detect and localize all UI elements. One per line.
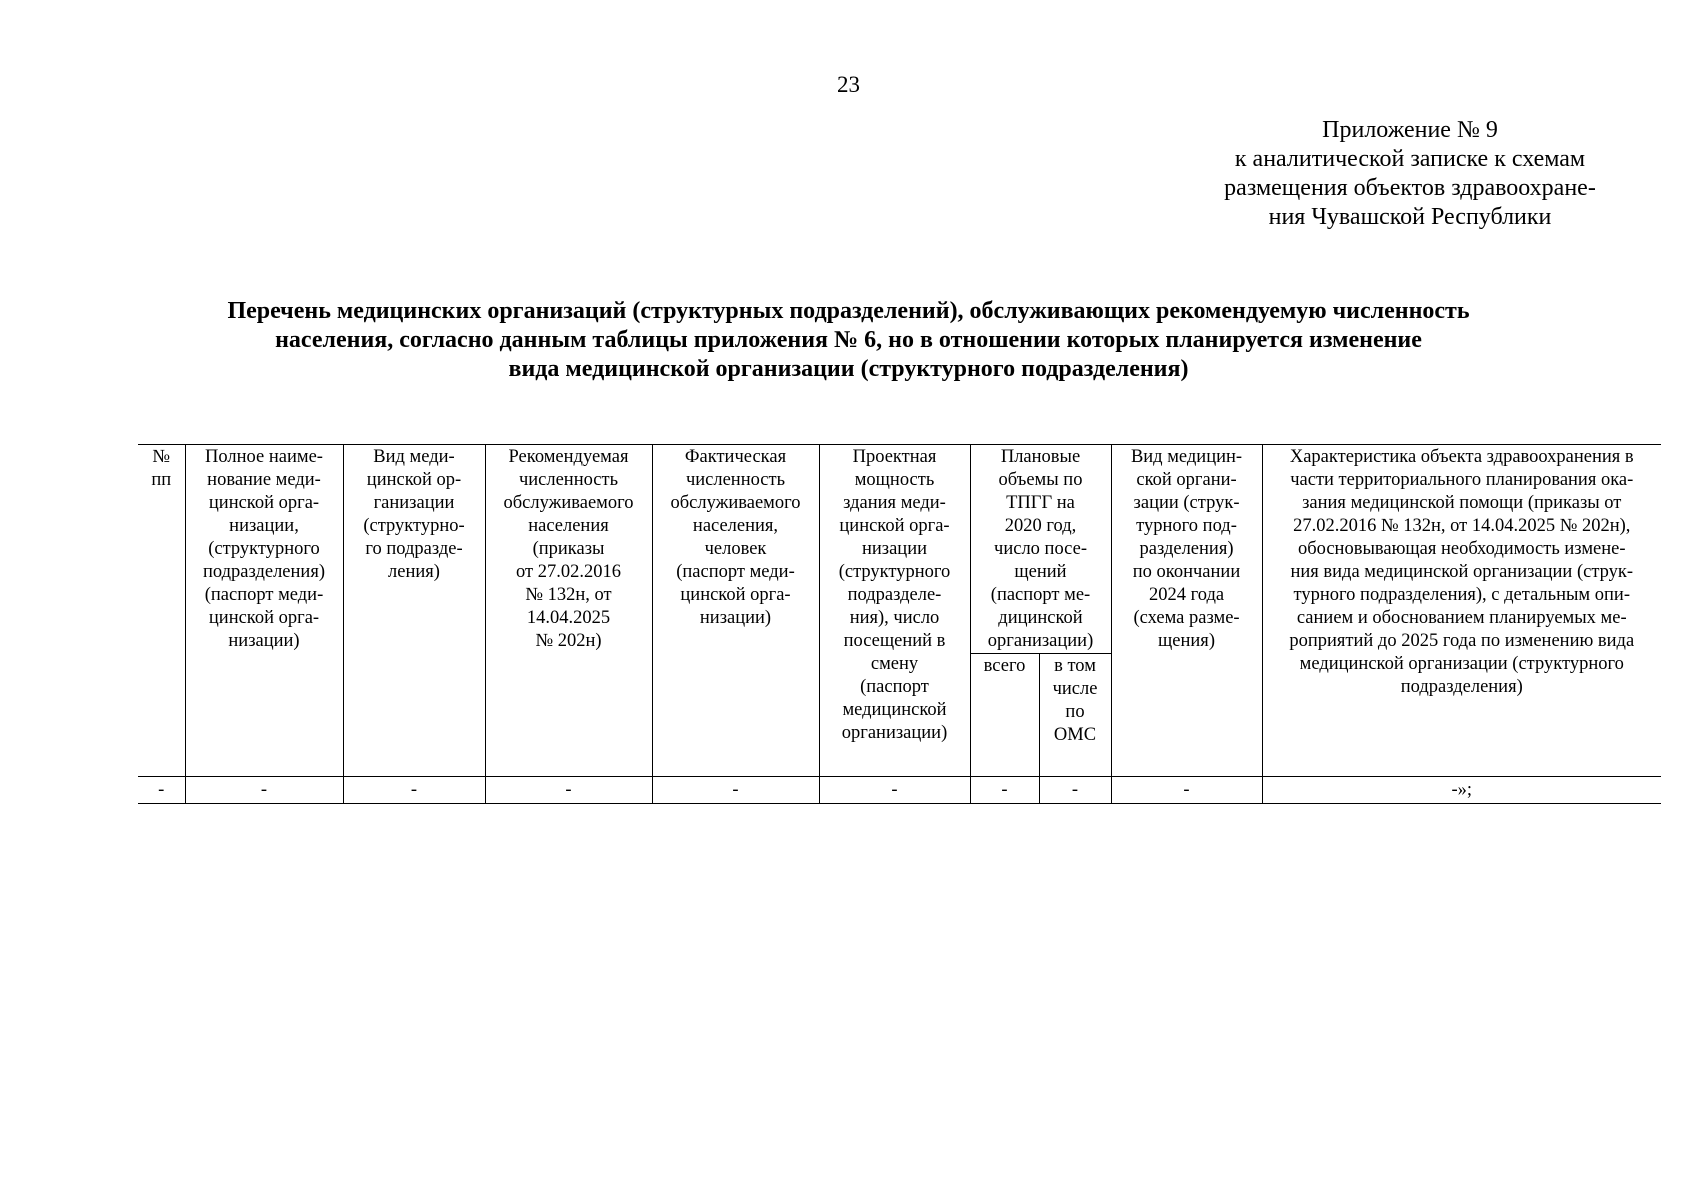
header-text-line: в том [1054, 656, 1096, 676]
header-text-line: Плановые [1000, 447, 1081, 467]
table-cell: -»; [1262, 777, 1661, 804]
table-cell: - [652, 777, 819, 804]
header-text-line: подразделения) [1400, 677, 1523, 697]
header-text-line: (схема разме- [1133, 608, 1240, 628]
header-planned [970, 445, 1111, 654]
header-text-line: медицинской организации (структурного [1299, 654, 1624, 674]
title-line: Перечень медицинских организаций (структурных подразделений), обслуживающих рекомендуемую численность [227, 298, 1470, 324]
title-line: вида медицинской организации (структурного подразделения) [508, 356, 1189, 382]
header-text-line: ления) [388, 562, 440, 582]
header-text-line: нование меди- [207, 470, 321, 490]
header-text-line: Характеристика объекта здравоохранения в [1289, 447, 1634, 467]
header-text-line: объемы по [998, 470, 1083, 490]
header-text-line: (структурного [838, 562, 951, 582]
header-text-line: численность [685, 470, 786, 490]
header-text-line: ской органи- [1136, 470, 1237, 490]
header-text-line: (структурно- [363, 516, 465, 536]
header-text-line: организации) [841, 723, 948, 743]
header-recommended [485, 445, 652, 777]
header-text-line: го подразде- [365, 539, 463, 559]
header-text-line: Полное наиме- [205, 447, 323, 467]
header-text-line: число посе- [994, 539, 1087, 559]
appendix-line: Приложение № 9 [1322, 117, 1498, 143]
table-cell: - [819, 777, 970, 804]
header-text-line: Рекомендуемая [508, 447, 629, 467]
header-text-line: человек [704, 539, 767, 559]
header-text-line: по окончании [1132, 562, 1241, 582]
header-text-line: ОМС [1053, 725, 1097, 745]
header-text-line: Проектная [852, 447, 937, 467]
header-text-line: мощность [854, 470, 935, 490]
header-text-line: организации) [987, 631, 1094, 651]
table-cell: - [1039, 777, 1111, 804]
header-text-line: подразделе- [847, 585, 942, 605]
table-header-row [138, 445, 1661, 654]
table-cell: - [1111, 777, 1262, 804]
header-text-line: цинской орга- [680, 585, 791, 605]
table-cell: - [343, 777, 485, 804]
header-text-line: роприятий до 2025 года по изменению вида [1289, 631, 1635, 651]
header-text-line: № 132н, от [525, 585, 612, 605]
header-text-line: населения, [692, 516, 779, 536]
header-text-line: части территориального планирования ока- [1290, 470, 1634, 490]
header-text-line: цинской орга- [208, 493, 320, 513]
header-text-line: (приказы [532, 539, 605, 559]
appendix-line: размещения объектов здравоохране- [1224, 175, 1596, 201]
header-text-line: пп [151, 470, 172, 490]
header-text-line: низации) [228, 631, 300, 651]
header-text-line: населения [528, 516, 609, 536]
header-text-line: № [152, 447, 171, 467]
header-full-name [185, 445, 343, 777]
header-text-line: цинской орга- [208, 608, 320, 628]
appendix-line: ния Чувашской Республики [1268, 204, 1552, 230]
table-cell: - [138, 777, 185, 804]
header-text-line: зания медицинской помощи (приказы от [1302, 493, 1622, 513]
header-text-line: (паспорт меди- [204, 585, 324, 605]
header-text-line: (паспорт меди- [676, 562, 795, 582]
header-text-line: зации (струк- [1133, 493, 1240, 513]
header-text-line: щений [1014, 562, 1067, 582]
header-characteristic [1262, 445, 1661, 777]
header-text-line: подразделения) [202, 562, 325, 582]
header-text-line: посещений в [843, 631, 946, 651]
header-text-line: числе [1052, 679, 1098, 699]
header-planned-oms [1039, 654, 1111, 777]
header-text-line: здания меди- [843, 493, 946, 513]
header-text-line: 2020 год, [1004, 516, 1077, 536]
appendix-reference [1180, 116, 1640, 232]
header-type-end [1111, 445, 1262, 777]
header-text-line: 2024 года [1148, 585, 1225, 605]
header-text-line: низации [861, 539, 928, 559]
header-text-line: по [1065, 702, 1085, 722]
header-type [343, 445, 485, 777]
table-cell: - [485, 777, 652, 804]
header-text-line: турного под- [1136, 516, 1237, 536]
header-text-line: (структурного [208, 539, 320, 559]
header-text-line: ния), число [849, 608, 940, 628]
header-text-line: (паспорт ме- [990, 585, 1091, 605]
table-cell: - [185, 777, 343, 804]
header-text-line: от 27.02.2016 [516, 562, 621, 582]
header-text-line: численность [518, 470, 619, 490]
header-text-line: 27.02.2016 № 132н, от 14.04.2025 № 202н), [1293, 516, 1631, 536]
header-text-line: цинской орга- [839, 516, 950, 536]
document-title [130, 297, 1567, 384]
table-cell: - [970, 777, 1039, 804]
header-text-line: разделения) [1139, 539, 1234, 559]
header-text-line: ТПГГ на [1006, 493, 1075, 513]
organizations-table [138, 444, 1661, 804]
table-row [138, 777, 1661, 804]
header-text-line: Фактическая [684, 447, 787, 467]
header-text-line: щения) [1158, 631, 1215, 651]
header-text-line: дицинской [998, 608, 1083, 628]
page-number: 23 [837, 72, 860, 97]
header-text-line: медицинской [842, 700, 947, 720]
header-text-line: санием и обоснованием планируемых ме- [1296, 608, 1627, 628]
header-text-line: 14.04.2025 [526, 608, 611, 628]
header-text-line: (паспорт [860, 677, 929, 697]
header-text-line: ния вида медицинской организации (струк- [1290, 562, 1634, 582]
header-num [138, 445, 185, 777]
header-text-line: низации) [699, 608, 772, 628]
title-line: населения, согласно данным таблицы приложения № 6, но в отношении которых планируется изменение [275, 327, 1422, 353]
header-text-line: № 202н) [535, 631, 602, 651]
header-planned-total: всего [970, 654, 1039, 777]
header-text-line: смену [870, 654, 919, 674]
header-text-line: обслуживаемого [670, 493, 801, 513]
header-text-line: Вид медицин- [1130, 447, 1243, 467]
header-capacity [819, 445, 970, 777]
header-text-line: цинской ор- [366, 470, 462, 490]
header-text-line: низации, [229, 516, 299, 536]
appendix-line: к аналитической записке к схемам [1234, 146, 1586, 172]
header-text-line: обосновывающая необходимость измене- [1297, 539, 1626, 559]
header-text-line: Вид меди- [373, 447, 455, 467]
header-text-line: обслуживаемого [503, 493, 634, 513]
header-text-line: ганизации [373, 493, 455, 513]
header-actual [652, 445, 819, 777]
header-text-line: турного подразделения), с детальным опи- [1293, 585, 1630, 605]
